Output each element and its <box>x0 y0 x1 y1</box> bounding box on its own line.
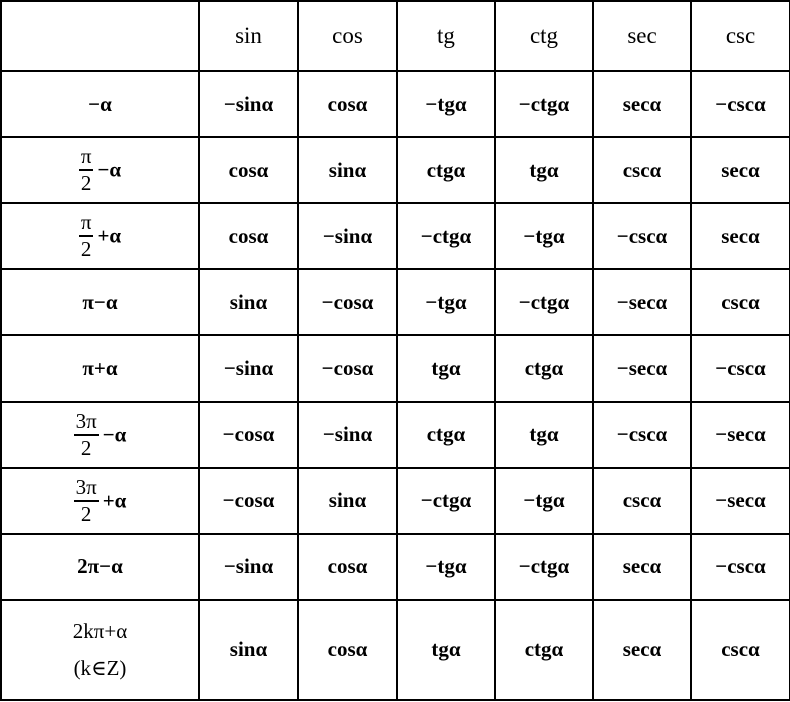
row-label: 2π−α <box>1 534 199 600</box>
row-label-rest: −α <box>97 157 122 182</box>
fraction <box>74 410 99 460</box>
table-cell: secα <box>593 71 691 137</box>
table-cell: cscα <box>593 137 691 203</box>
table-cell: secα <box>593 600 691 700</box>
header-cell-sin: sin <box>199 1 298 71</box>
table-cell: cscα <box>691 269 790 335</box>
table-row <box>1 335 790 401</box>
fraction-denominator: 2 <box>80 237 92 262</box>
fraction-denominator: 2 <box>80 435 92 460</box>
table-cell: cosα <box>199 137 298 203</box>
table-cell: −tgα <box>495 468 593 534</box>
table-cell: −tgα <box>397 71 495 137</box>
row-label: π−α <box>1 269 199 335</box>
fraction <box>79 211 94 261</box>
table-cell: cscα <box>691 600 790 700</box>
table-cell: −cscα <box>593 203 691 269</box>
table-cell: −secα <box>691 402 790 468</box>
table-row <box>1 203 790 269</box>
table-row <box>1 71 790 137</box>
table-cell: −sinα <box>199 335 298 401</box>
fraction-numerator: π <box>79 211 94 237</box>
table-cell: −tgα <box>397 534 495 600</box>
table-cell: sinα <box>298 137 397 203</box>
table-cell: cosα <box>298 71 397 137</box>
header-cell-sec: sec <box>593 1 691 71</box>
fraction-denominator: 2 <box>80 171 92 196</box>
row-label-rest: +α <box>97 223 122 248</box>
table-row <box>1 402 790 468</box>
row-label <box>1 137 199 203</box>
table-cell: −cscα <box>691 71 790 137</box>
table-cell: ctgα <box>495 335 593 401</box>
table-cell: −tgα <box>397 269 495 335</box>
table-row <box>1 269 790 335</box>
table-cell: −sinα <box>298 402 397 468</box>
table-cell: −cosα <box>199 402 298 468</box>
fraction-denominator: 2 <box>80 501 92 526</box>
table-cell: secα <box>593 534 691 600</box>
table-cell: −ctgα <box>495 534 593 600</box>
fraction-numerator: π <box>79 145 94 171</box>
table-cell: −ctgα <box>495 71 593 137</box>
row-label: −α <box>1 71 199 137</box>
row-label <box>1 402 199 468</box>
table-cell: −cscα <box>593 402 691 468</box>
table-cell: tgα <box>397 600 495 700</box>
row-label: π+α <box>1 335 199 401</box>
table-cell: −tgα <box>495 203 593 269</box>
table-cell: −cscα <box>691 335 790 401</box>
table-row <box>1 468 790 534</box>
table-cell: secα <box>691 203 790 269</box>
table-cell: −secα <box>593 269 691 335</box>
row-label-rest: −α <box>102 422 127 447</box>
header-row <box>1 1 790 71</box>
table-cell: secα <box>691 137 790 203</box>
table-cell: −sinα <box>199 71 298 137</box>
fraction <box>79 145 94 195</box>
table-cell: tgα <box>397 335 495 401</box>
header-cell-tg: tg <box>397 1 495 71</box>
table-cell: cosα <box>298 534 397 600</box>
table-cell: sinα <box>298 468 397 534</box>
row-label-main: 2kπ+α <box>72 618 128 643</box>
header-cell-csc: csc <box>691 1 790 71</box>
table-cell: −ctgα <box>397 468 495 534</box>
table-cell: tgα <box>495 402 593 468</box>
fraction-numerator: 3π <box>74 410 99 436</box>
header-cell-cos: cos <box>298 1 397 71</box>
table-cell: ctgα <box>495 600 593 700</box>
table-cell: −cosα <box>298 335 397 401</box>
table-cell: tgα <box>495 137 593 203</box>
table-cell: cosα <box>298 600 397 700</box>
row-label <box>1 203 199 269</box>
table-cell: −cscα <box>691 534 790 600</box>
table-cell: −ctgα <box>495 269 593 335</box>
header-cell-ctg: ctg <box>495 1 593 71</box>
table-cell: −sinα <box>199 534 298 600</box>
table-row <box>1 137 790 203</box>
table-cell: sinα <box>199 269 298 335</box>
row-label <box>1 600 199 700</box>
table-cell: −sinα <box>298 203 397 269</box>
table-cell: cosα <box>199 203 298 269</box>
row-label <box>1 468 199 534</box>
table-row <box>1 600 790 700</box>
row-label-rest: +α <box>102 488 127 513</box>
table-cell: −secα <box>593 335 691 401</box>
fraction <box>74 476 99 526</box>
table-cell: sinα <box>199 600 298 700</box>
row-label-condition: (k∈Z) <box>73 655 127 680</box>
table-cell: −cosα <box>298 269 397 335</box>
fraction-numerator: 3π <box>74 476 99 502</box>
table-cell: −secα <box>691 468 790 534</box>
header-cell-corner <box>1 1 199 71</box>
table-cell: ctgα <box>397 137 495 203</box>
table-cell: ctgα <box>397 402 495 468</box>
table-cell: −ctgα <box>397 203 495 269</box>
table-row <box>1 534 790 600</box>
table-cell: cscα <box>593 468 691 534</box>
table-cell: −cosα <box>199 468 298 534</box>
